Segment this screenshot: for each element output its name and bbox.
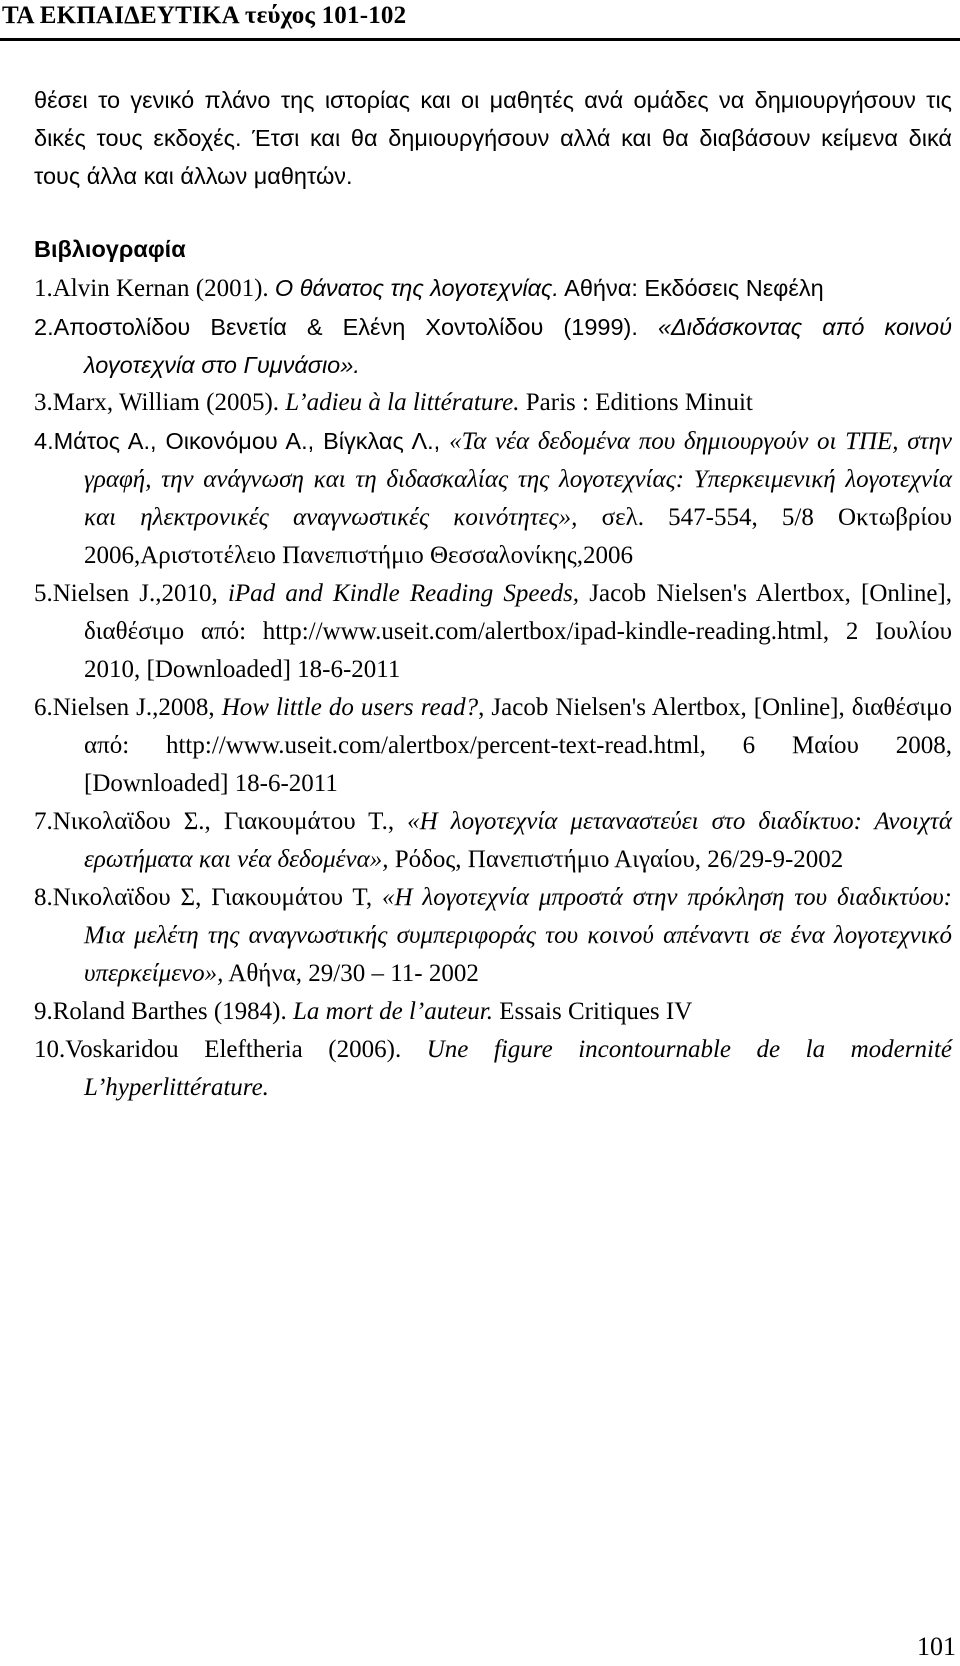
reference-item: 6.Nielsen J.,2008, How little do users read?, Jacob Nielsen's Alertbox, [Online], διαθέσιμο από: http://www.useit.com/alertbox/percent-text-read.html, 6 Μαίου 2008, [Downloaded] 18-6-2011	[34, 694, 952, 797]
reference-item: 7.Νικολαϊδου Σ., Γιακουμάτου Τ., «Η λογοτεχνία μεταναστεύει στο διαδίκτυο: Ανοιχτά ερωτήματα και νέα δεδομένα», Ρόδος, Πανεπιστήμιο Αιγαίου, 26/29-9-2002	[34, 808, 952, 873]
reference-item: 10.Voskaridou Eleftheria (2006). Une figure incontournable de la modernité L’hyperlittérature.	[34, 1036, 952, 1101]
intro-paragraph: θέσει το γενικό πλάνο της ιστορίας και οι μαθητές ανά ομάδες να δημιουργήσουν τις δικές τους εκδοχές. Έτσι και θα δημιουργήσουν αλλά και θα διαβάσουν κείμενα δικά τους άλλα και άλλων μαθητών.	[34, 87, 952, 189]
reference-item: 2.Αποστολίδου Βενετία & Ελένη Χοντολίδου (1999). «Διδάσκοντας από κοινού λογοτεχνία στο Γυμνάσιο».	[34, 314, 952, 378]
reference-item: 3.Marx, William (2005). L’adieu à la littérature. Paris : Editions Minuit	[34, 389, 753, 416]
journal-title: ΤΑ ΕΚΠΑΙΔΕΥΤΙΚΑ τεύχος 101-102	[2, 2, 407, 29]
reference-item: 1.Alvin Kernan (2001). Ο θάνατος της λογοτεχνίας. Αθήνα: Εκδόσεις Νεφέλη	[34, 275, 824, 302]
bibliography-list	[34, 269, 952, 1107]
header-divider	[0, 38, 960, 41]
reference-item: 4.Μάτος Α., Οικονόμου Α., Βίγκλας Λ., «Τα νέα δεδομένα που δημιουργούν οι ΤΠΕ, στην γραφή, την ανάγνωση και τη διδασκαλίας της λογοτεχνίας: Υπερκειμενική λογοτεχνία και ηλεκτρονικές αναγνωστικές κοινότητες», σελ. 547-554, 5/8 Οκτωβρίου 2006,Αριστοτέλειο Πανεπιστήμιο Θεσσαλονίκης,2006	[34, 428, 952, 569]
bibliography-heading: Βιβλιογραφία	[34, 236, 186, 262]
reference-item: 9.Roland Barthes (1984). La mort de l’auteur. Essais Critiques IV	[34, 998, 693, 1025]
page-number: 101	[917, 1632, 956, 1661]
page-content	[34, 81, 952, 1107]
page-header	[0, 0, 960, 44]
reference-item: 8.Νικολαϊδου Σ, Γιακουμάτου Τ, «Η λογοτεχνία μπροστά στην πρόκληση του διαδικτύου: Μια μελέτη της αναγνωστικής συμπεριφοράς του κοινού απέναντι σε ένα λογοτεχνικό υπερκείμενο», Αθήνα, 29/30 – 11- 2002	[34, 884, 952, 987]
reference-item: 5.Nielsen J.,2010, iPad and Kindle Reading Speeds, Jacob Nielsen's Alertbox, [Online], διαθέσιμο από: http://www.useit.com/alertbox/ipad-kindle-reading.html, 2 Ιουλίου 2010, [Downloaded] 18-6-2011	[34, 580, 952, 683]
